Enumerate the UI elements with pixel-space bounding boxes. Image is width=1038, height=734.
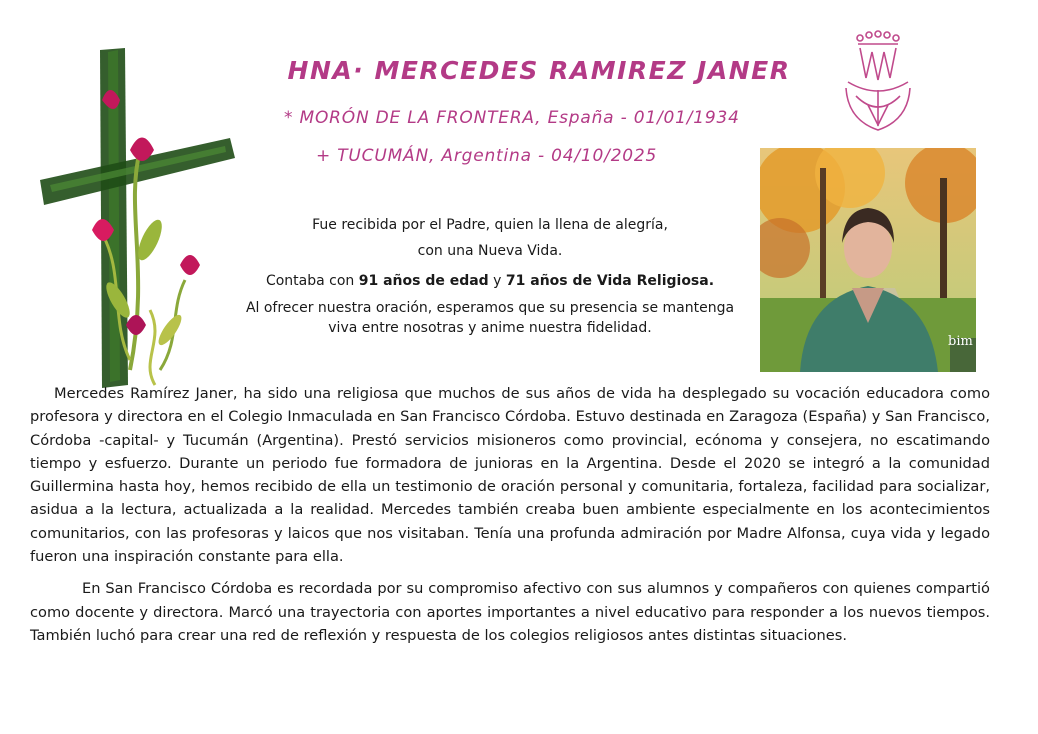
intro-line-1 <box>240 212 740 264</box>
age-prefix: Contaba con <box>265 273 359 289</box>
age-connector: y <box>488 273 506 289</box>
religious-years-value: 71 años de Vida Religiosa. <box>505 273 715 289</box>
portrait-photo <box>760 148 976 372</box>
birth-line: * MORÓN DE LA FRONTERA, España - 01/01/1934 <box>284 108 740 128</box>
intro-age-line <box>240 268 740 294</box>
age-value: 91 años de edad <box>358 273 489 289</box>
intro-line-1-text: Fue recibida por el Padre, quien la llena de alegría, <box>312 217 668 233</box>
page-title: HNA· MERCEDES RAMIREZ JANER <box>287 56 791 85</box>
photo-overlay-text: bim <box>948 334 973 349</box>
intro-line-2-text: con una Nueva Vida. <box>417 243 563 259</box>
intro-prayer-line: Al ofrecer nuestra oración, esperamos que su presencia se mantenga viva entre nosotras y anime nuestra fidelidad. <box>245 300 735 336</box>
congregation-emblem-icon <box>838 30 918 142</box>
body-text <box>30 382 990 647</box>
intro-block <box>240 212 740 342</box>
body-paragraph-2: En San Francisco Córdoba es recordada por su compromiso afectivo con sus alumnos y compañeros con quienes compartió como docente y directora. Marcó una trayectoria con aportes importantes a nivel educativo para responder a los nuevos tiempos. También luchó para crear una red de reflexión y respuesta de los colegios religiosos antes distintas situaciones. <box>30 580 990 644</box>
floral-cross-image <box>30 40 240 390</box>
body-paragraph-1: Mercedes Ramírez Janer, ha sido una religiosa que muchos de sus años de vida ha desplegado su vocación educadora como profesora y directora en el Colegio Inmaculada en San Francisco Córdoba. Estuvo destinada en Zaragoza (España) y San Francisco, Córdoba -capital- y Tucumán (Argentina). Prestó servicios misioneros como provincial, ecónoma y consejera, no escatimando tiempo y esfuerzo. Durante un periodo fue formadora de junioras en la Argentina. Desde el 2020 se integró a la comunidad Guillermina hasta hoy, hemos recibido de ella un testimonio de oración personal y comunitaria, fortaleza, facilidad para socializar, asidua a la lectura, actualizada a la realidad. Mercedes también creaba buen ambiente especialmente en los acontecimientos comunitarios, con las profesoras y laicos que nos visitaban. Tenía una profunda admiración por Madre Alfonsa, cuya vida y legado fueron una inspiración constante para ella. <box>30 385 990 566</box>
death-line: + TUCUMÁN, Argentina - 04/10/2025 <box>316 146 658 166</box>
